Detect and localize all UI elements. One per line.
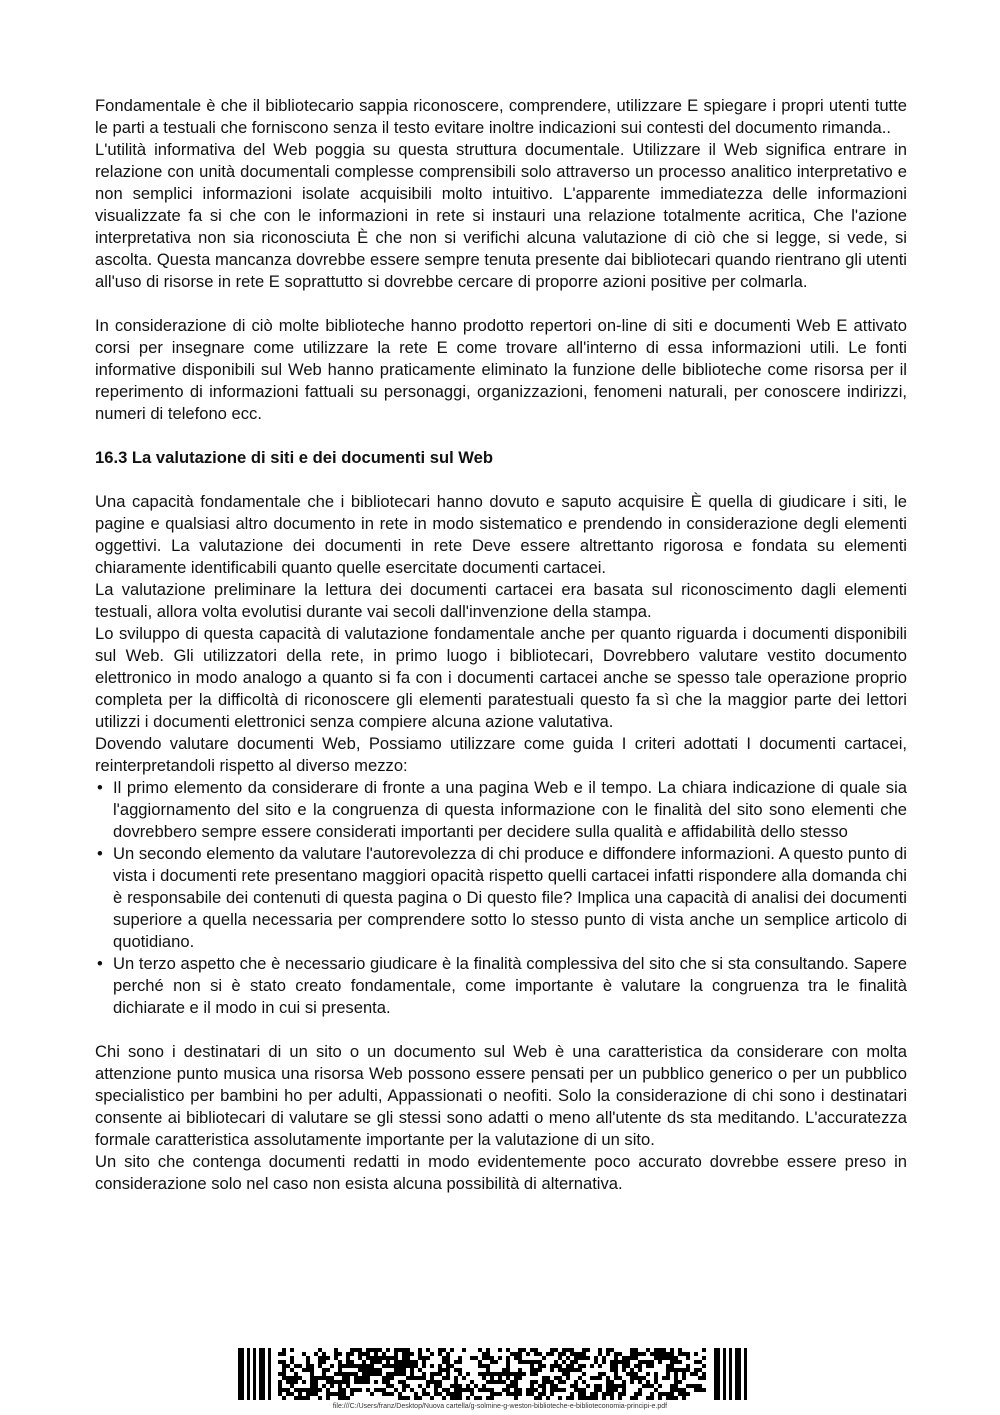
bullet-icon: • — [97, 778, 103, 797]
paragraph-spacer — [95, 425, 907, 447]
file-path-footer: file:///C:/Users/franz/Desktop/Nuova cartella/g-solmine-g-weston-biblioteche-e-biblioteconomia-principi-e.pdf — [332, 1403, 668, 1410]
list-item — [95, 777, 907, 843]
paragraph: Una capacità fondamentale che i bibliotecari hanno dovuto e saputo acquisire È quella di giudicare i siti, le pagine e qualsiasi altro documento in rete in modo sistematico e prendendo in considerazione degli elementi oggettivi. La valutazione dei documenti in rete Deve essere altrettanto rigorosa e fondata su elementi chiaramente identificabili quanto quelle esercitate documenti cartacei. — [95, 492, 907, 577]
paragraph: In considerazione di ciò molte biblioteche hanno prodotto repertori on-line di siti e documenti Web E attivato corsi per insegnare come utilizzare la rete E come trovare all'interno di essa informazioni utili. Le fonti informative disponibili sul Web hanno praticamente eliminato la funzione delle biblioteche come risorsa per il reperimento di informazioni fattuali su personaggi, organizzazioni, fenomeni naturali, per conoscere indirizzi, numeri di telefono ecc. — [95, 316, 907, 423]
list-item — [95, 953, 907, 1019]
paragraph: Lo sviluppo di questa capacità di valutazione fondamentale anche per quanto riguarda i documenti disponibili sul Web. Gli utilizzatori della rete, in primo luogo i bibliotecari, Dovrebbero valutare vestito documento elettronico in modo analogo a quanto si fa con i documenti cartacei anche se spesso tale operazione proprio completa per la difficoltà di riconoscere gli elementi paratestuali questo fa sì che la maggior parte dei lettori utilizzi i documenti elettronici senza compiere alcuna azione valutativa. — [95, 624, 907, 731]
paragraph: Dovendo valutare documenti Web, Possiamo utilizzare come guida I criteri adottati I documenti cartacei, reinterpretandoli rispetto al diverso mezzo: — [95, 734, 907, 775]
paragraph: L'utilità informativa del Web poggia su questa struttura documentale. Utilizzare il Web significa entrare in relazione con unità documentali complesse comprensibili solo attraverso un processo analitico interpretativo e non semplici informazioni isolate acquisibili molto intuitivo. L'apparente immediatezza delle informazioni visualizzate fa si che con le informazioni in rete si instauri una relazione totalmente acritica, Che l'azione interpretativa non sia riconosciuta È che non si verifichi alcuna valutazione di ciò che si legge, si vede, si ascolta. Questa mancanza dovrebbe essere sempre tenuta presente dai bibliotecari quando rientrano gli utenti all'uso di risorse in rete E soprattutto si dovrebbe cercare di proporre azioni positive per colmarla. — [95, 140, 907, 291]
paragraph: La valutazione preliminare la lettura dei documenti cartacei era basata sul riconoscimento dagli elementi testuali, allora volta evolutisi durante vai secoli dall'invenzione della stampa. — [95, 580, 907, 621]
section-heading: 16.3 La valutazione di siti e dei documenti sul Web — [95, 448, 494, 467]
list-item-text: Un terzo aspetto che è necessario giudicare è la finalità complessiva del sito che si sta consultando. Sapere perché non si è stato creato fondamentale, come importante è valutare la congruenza tra le finalità dichiarate e il modo in cui si presenta. — [113, 954, 907, 1017]
list-item — [95, 843, 907, 953]
document-body — [95, 95, 907, 1195]
bullet-icon: • — [97, 954, 103, 973]
barcode-image — [238, 1348, 748, 1400]
barcode-icon — [238, 1348, 748, 1400]
paragraph-spacer — [95, 469, 907, 491]
paragraph: Fondamentale è che il bibliotecario sappia riconoscere, comprendere, utilizzare E spiegare i propri utenti tutte le parti a testuali che forniscono senza il testo evitare inoltre indicazioni sui contesti del documento rimanda.. — [95, 96, 907, 137]
list-item-text: Il primo elemento da considerare di fronte a una pagina Web e il tempo. La chiara indicazione di quale sia l'aggiornamento del sito e la congruenza di questa informazione con le finalità del sito sono elementi che dovrebbero sempre essere considerati importanti per decidere sulla qualità e affidabilità dello stesso — [113, 778, 907, 841]
paragraph: Un sito che contenga documenti redatti in modo evidentemente poco accurato dovrebbe essere preso in considerazione solo nel caso non esista alcuna possibilità di alternativa. — [95, 1152, 907, 1193]
bullet-icon: • — [97, 844, 103, 863]
list-item-text: Un secondo elemento da valutare l'autorevolezza di chi produce e diffondere informazioni. A questo punto di vista i documenti rete presentano maggiori opacità rispetto quelli cartacei infatti rispondere alla domanda chi è responsabile dei contenuti di questa pagina o Di questo file? Implica una capacità di analisi dei documenti superiore a quella necessaria per comprendere sotto lo stesso punto di vista anche un semplice articolo di quotidiano. — [113, 844, 907, 951]
paragraph: Chi sono i destinatari di un sito o un documento sul Web è una caratteristica da considerare con molta attenzione punto musica una risorsa Web possono essere pensati per un pubblico generico o per un pubblico specialistico per bambini ho per adulti, Appassionati o neofiti. Solo la considerazione di chi sono i destinatari consente ai bibliotecari di valutare se gli stessi sono adatti o meno all'utente ds sta meditando. L'accuratezza formale caratteristica assolutamente importante per la valutazione di un sito. — [95, 1042, 907, 1149]
paragraph-spacer — [95, 293, 907, 315]
criteria-list — [95, 777, 907, 1019]
paragraph-spacer — [95, 1019, 907, 1041]
